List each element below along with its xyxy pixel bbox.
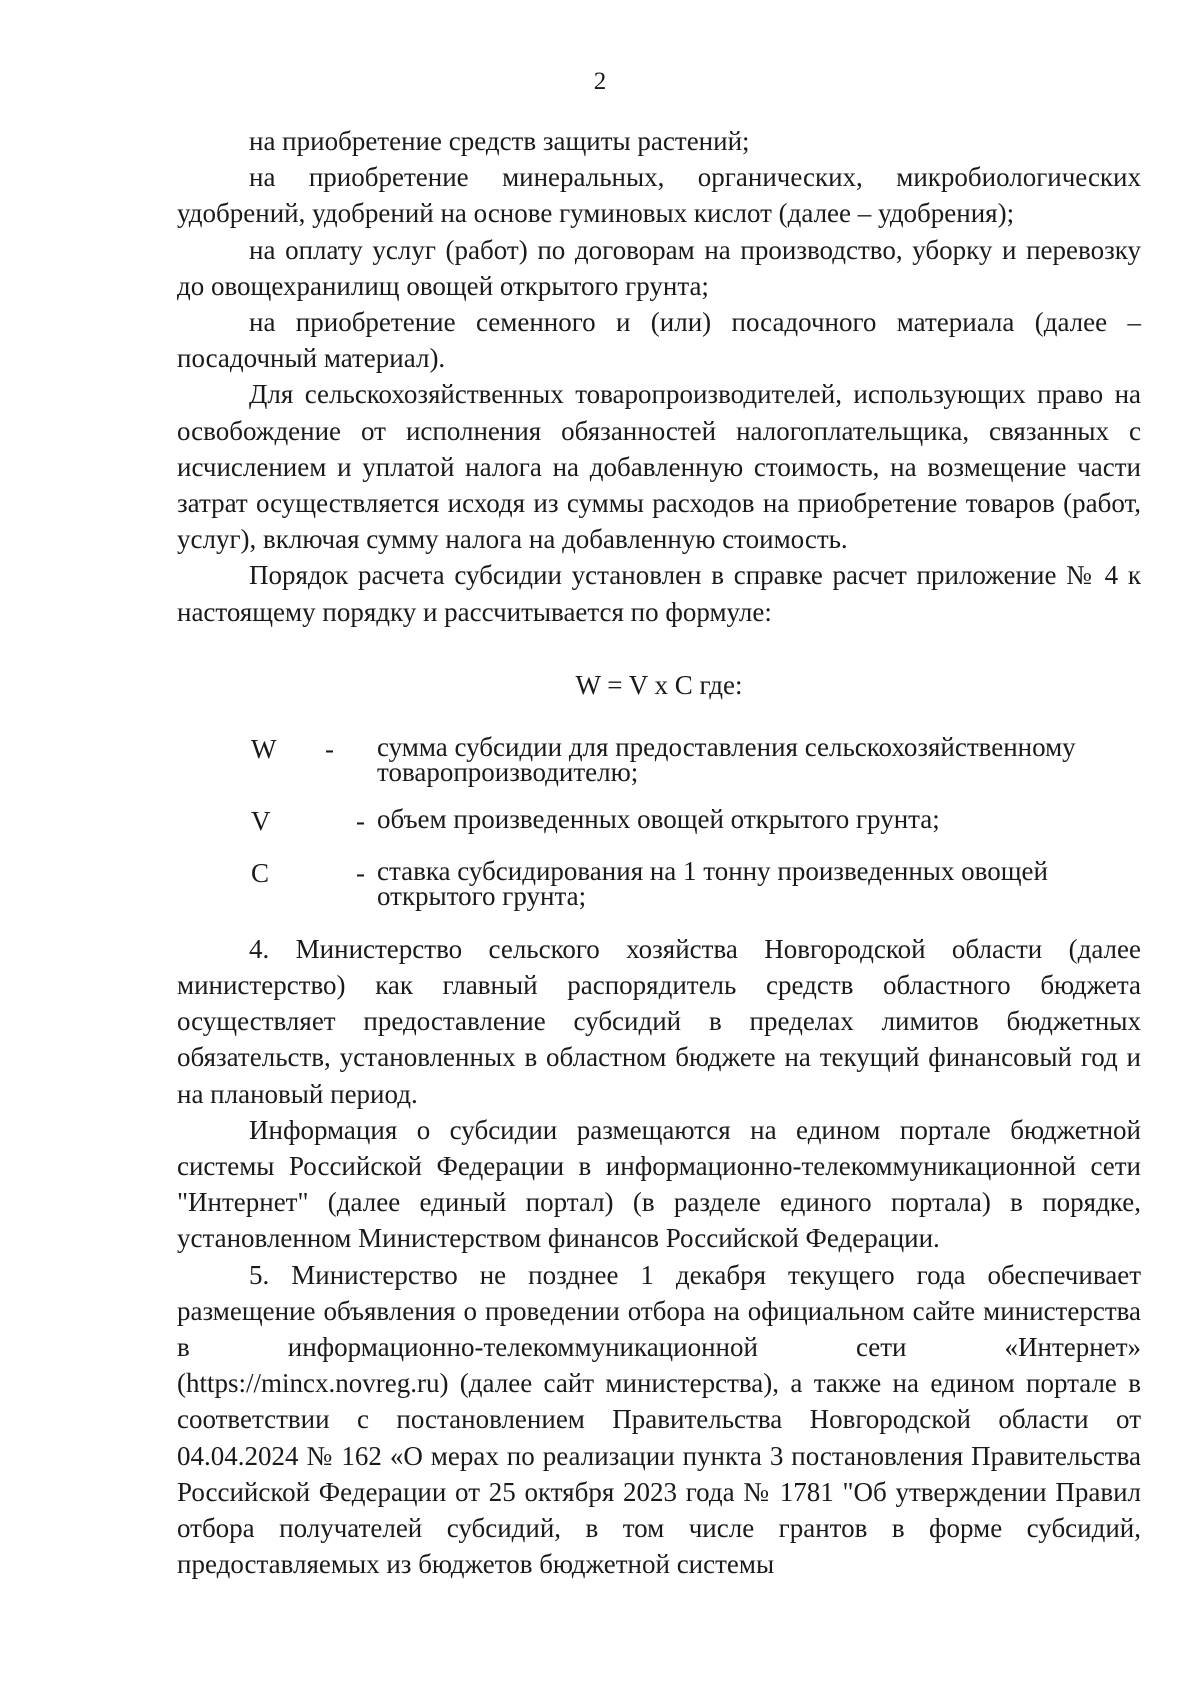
paragraph-services: на оплату услуг (работ) по договорам на производство, уборку и перевозку до овощехранилищ овощей открытого грунта;	[177, 234, 1141, 301]
definition-dash: -	[356, 857, 365, 888]
formula-definitions	[177, 731, 1141, 911]
paragraph-selection-announcement: 5. Министерство не позднее 1 декабря текущего года обеспечивает размещение объявления о проведении отбора на официальном сайте министерства в информационно-телекоммуникационной сети «Интернет» (https://mincx.novreg.ru) (далее сайт министерства), а также на едином портале в соответствии с постановлением Правительства Новгородской области от 04.04.2024 № 162 «О мерах по реализации пункта 3 постановления Правительства Российской Федерации от 25 октября 2023 года № 1781 "Об утверждении Правил отбора получателей субсидий, в том числе грантов в форме субсидий, предоставляемых из бюджетов бюджетной системы	[177, 1259, 1141, 1580]
definition-text: объем произведенных овощей открытого грунта;	[377, 803, 940, 834]
subsidy-formula: W = V x C где:	[575, 669, 743, 700]
definition-text: ставка субсидирования на 1 тонну произведенных овощей открытого грунта;	[377, 855, 1048, 911]
definition-row	[177, 855, 1141, 911]
paragraph-fertilizers: на приобретение минеральных, органических, микробиологических удобрений, удобрений на основе гуминовых кислот (далее – удобрения);	[177, 162, 1141, 229]
definition-row	[177, 731, 1141, 787]
paragraph-plant-protection: на приобретение средств защиты растений;	[249, 126, 750, 156]
document-body	[177, 123, 1141, 1583]
definition-dash: -	[356, 805, 365, 836]
paragraph-calculation-order: Порядок расчета субсидии установлен в справке расчет приложение № 4 к настоящему порядку и рассчитывается по формуле:	[177, 560, 1141, 627]
definition-symbol: W	[251, 733, 277, 764]
definition-dash: -	[325, 733, 334, 764]
definition-symbol: C	[251, 857, 270, 888]
definition-row	[177, 803, 1141, 837]
paragraph-ministry-role: 4. Министерство сельского хозяйства Новгородской области (далее министерство) как главный распорядитель средств областного бюджета осуществляет предоставление субсидий в пределах лимитов бюджетных обязательств, установленных в областном бюджете на текущий финансовый год и на плановый период.	[177, 933, 1141, 1109]
page-number: 2	[593, 68, 607, 95]
paragraph-vat-exemption: Для сельскохозяйственных товаропроизводителей, использующих право на освобождение от исполнения обязанностей налогоплательщика, связанных с исчислением и уплатой налога на добавленную стоимость, на возмещение части затрат осуществляется исходя из суммы расходов на приобретение товаров (работ, услуг), включая сумму налога на добавленную стоимость.	[177, 379, 1141, 555]
paragraph-portal-info: Информация о субсидии размещаются на едином портале бюджетной системы Российской Федерации в информационно-телекоммуникационной сети "Интернет" (далее единый портал) (в разделе единого портала) в порядке, установленном Министерством финансов Российской Федерации.	[177, 1114, 1141, 1254]
definition-text: сумма субсидии для предоставления сельскохозяйственному товаропроизводителю;	[377, 731, 1076, 787]
paragraph-seed-material: на приобретение семенного и (или) посадочного материала (далее – посадочный материал).	[177, 307, 1141, 374]
definition-symbol: V	[251, 805, 271, 836]
